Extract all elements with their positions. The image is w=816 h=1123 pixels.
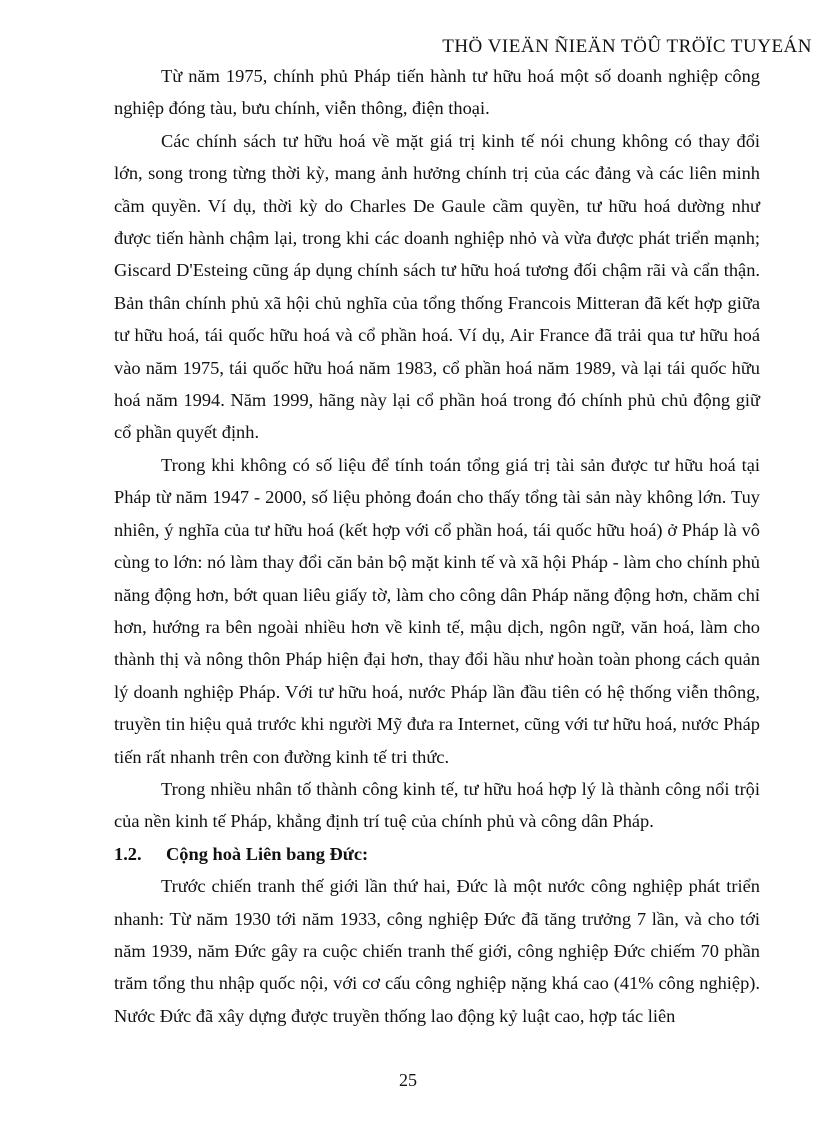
paragraph: Từ năm 1975, chính phủ Pháp tiến hành tư hữu hoá một số doanh nghiệp công nghiệp đóng tàu, bưu chính, viễn thông, điện thoại. bbox=[114, 66, 760, 119]
page-header: THÖ VIEÄN ÑIEÄN TÖÛ TRÖÏC TUYEÁN bbox=[442, 36, 812, 57]
page-number: 25 bbox=[399, 1070, 417, 1090]
section-number: 1.2. bbox=[114, 843, 142, 864]
paragraph: Trong khi không có số liệu để tính toán tổng giá trị tài sản được tư hữu hoá tại Pháp từ năm 1947 - 2000, số liệu phỏng đoán cho thấy tổng tài sản này không lớn. Tuy nhiên, ý nghĩa của tư hữu hoá (kết hợp với cổ phần hoá, tái quốc hữu hoá) ở Pháp là vô cùng to lớn: nó làm thay đổi căn bản bộ mặt kinh tế và xã hội Pháp - làm cho chính phủ năng động hơn, bớt quan liêu giấy tờ, làm cho công dân Pháp năng động hơn, chăm chỉ hơn, hướng ra bên ngoài nhiều hơn về kinh tế, mậu dịch, ngôn ngữ, văn hoá, làm cho thành thị và nông thôn Pháp hiện đại hơn, thay đổi hầu như hoàn toàn phong cách quản lý doanh nghiệp Pháp. Với tư hữu hoá, nước Pháp lần đầu tiên có hệ thống viễn thông, truyền tin hiệu quả trước khi người Mỹ đưa ra Internet, cũng với tư hữu hoá, nước Pháp tiến rất nhanh trên con đường kinh tế tri thức. bbox=[114, 454, 760, 767]
section-heading bbox=[114, 838, 760, 870]
body-text bbox=[114, 60, 760, 1032]
section-title: Cộng hoà Liên bang Đức: bbox=[166, 843, 369, 864]
paragraph: Trong nhiều nhân tố thành công kinh tế, tư hữu hoá hợp lý là thành công nổi trội của nền kinh tế Pháp, khẳng định trí tuệ của chính phủ và công dân Pháp. bbox=[114, 778, 760, 832]
paragraph: Trước chiến tranh thế giới lần thứ hai, Đức là một nước công nghiệp phát triển nhanh: Từ năm 1930 tới năm 1933, công nghiệp Đức đã tăng trưởng 7 lần, và cho tới năm 1939, năm Đức gây ra cuộc chiến tranh thế giới, công nghiệp Đức chiếm 70 phần trăm tổng thu nhập quốc nội, với cơ cấu công nghiệp nặng khá cao (41% công nghiệp). Nước Đức đã xây dựng được truyền thống lao động kỷ luật cao, hợp tác liên bbox=[114, 876, 760, 1026]
paragraph: Các chính sách tư hữu hoá về mặt giá trị kinh tế nói chung không có thay đổi lớn, song trong từng thời kỳ, mang ảnh hưởng chính trị của các đảng và các liên minh cầm quyền. Ví dụ, thời kỳ do Charles De Gaule cầm quyền, tư hữu hoá dường như được tiến hành chậm lại, trong khi các doanh nghiệp nhỏ và vừa được phát triển mạnh; Giscard D'Esteing cũng áp dụng chính sách tư hữu hoá tương đối chậm rãi và cẩn thận. Bản thân chính phủ xã hội chủ nghĩa của tổng thống Francois Mitteran đã kết hợp giữa tư hữu hoá, tái quốc hữu hoá và cổ phần hoá. Ví dụ, Air France đã trải qua tư hữu hoá vào năm 1975, tái quốc hữu hoá năm 1983, cổ phần hoá năm 1989, và lại tái quốc hữu hoá năm 1994. Năm 1999, hãng này lại cổ phần hoá trong đó chính phủ chủ động giữ cổ phần quyết định. bbox=[114, 130, 760, 443]
